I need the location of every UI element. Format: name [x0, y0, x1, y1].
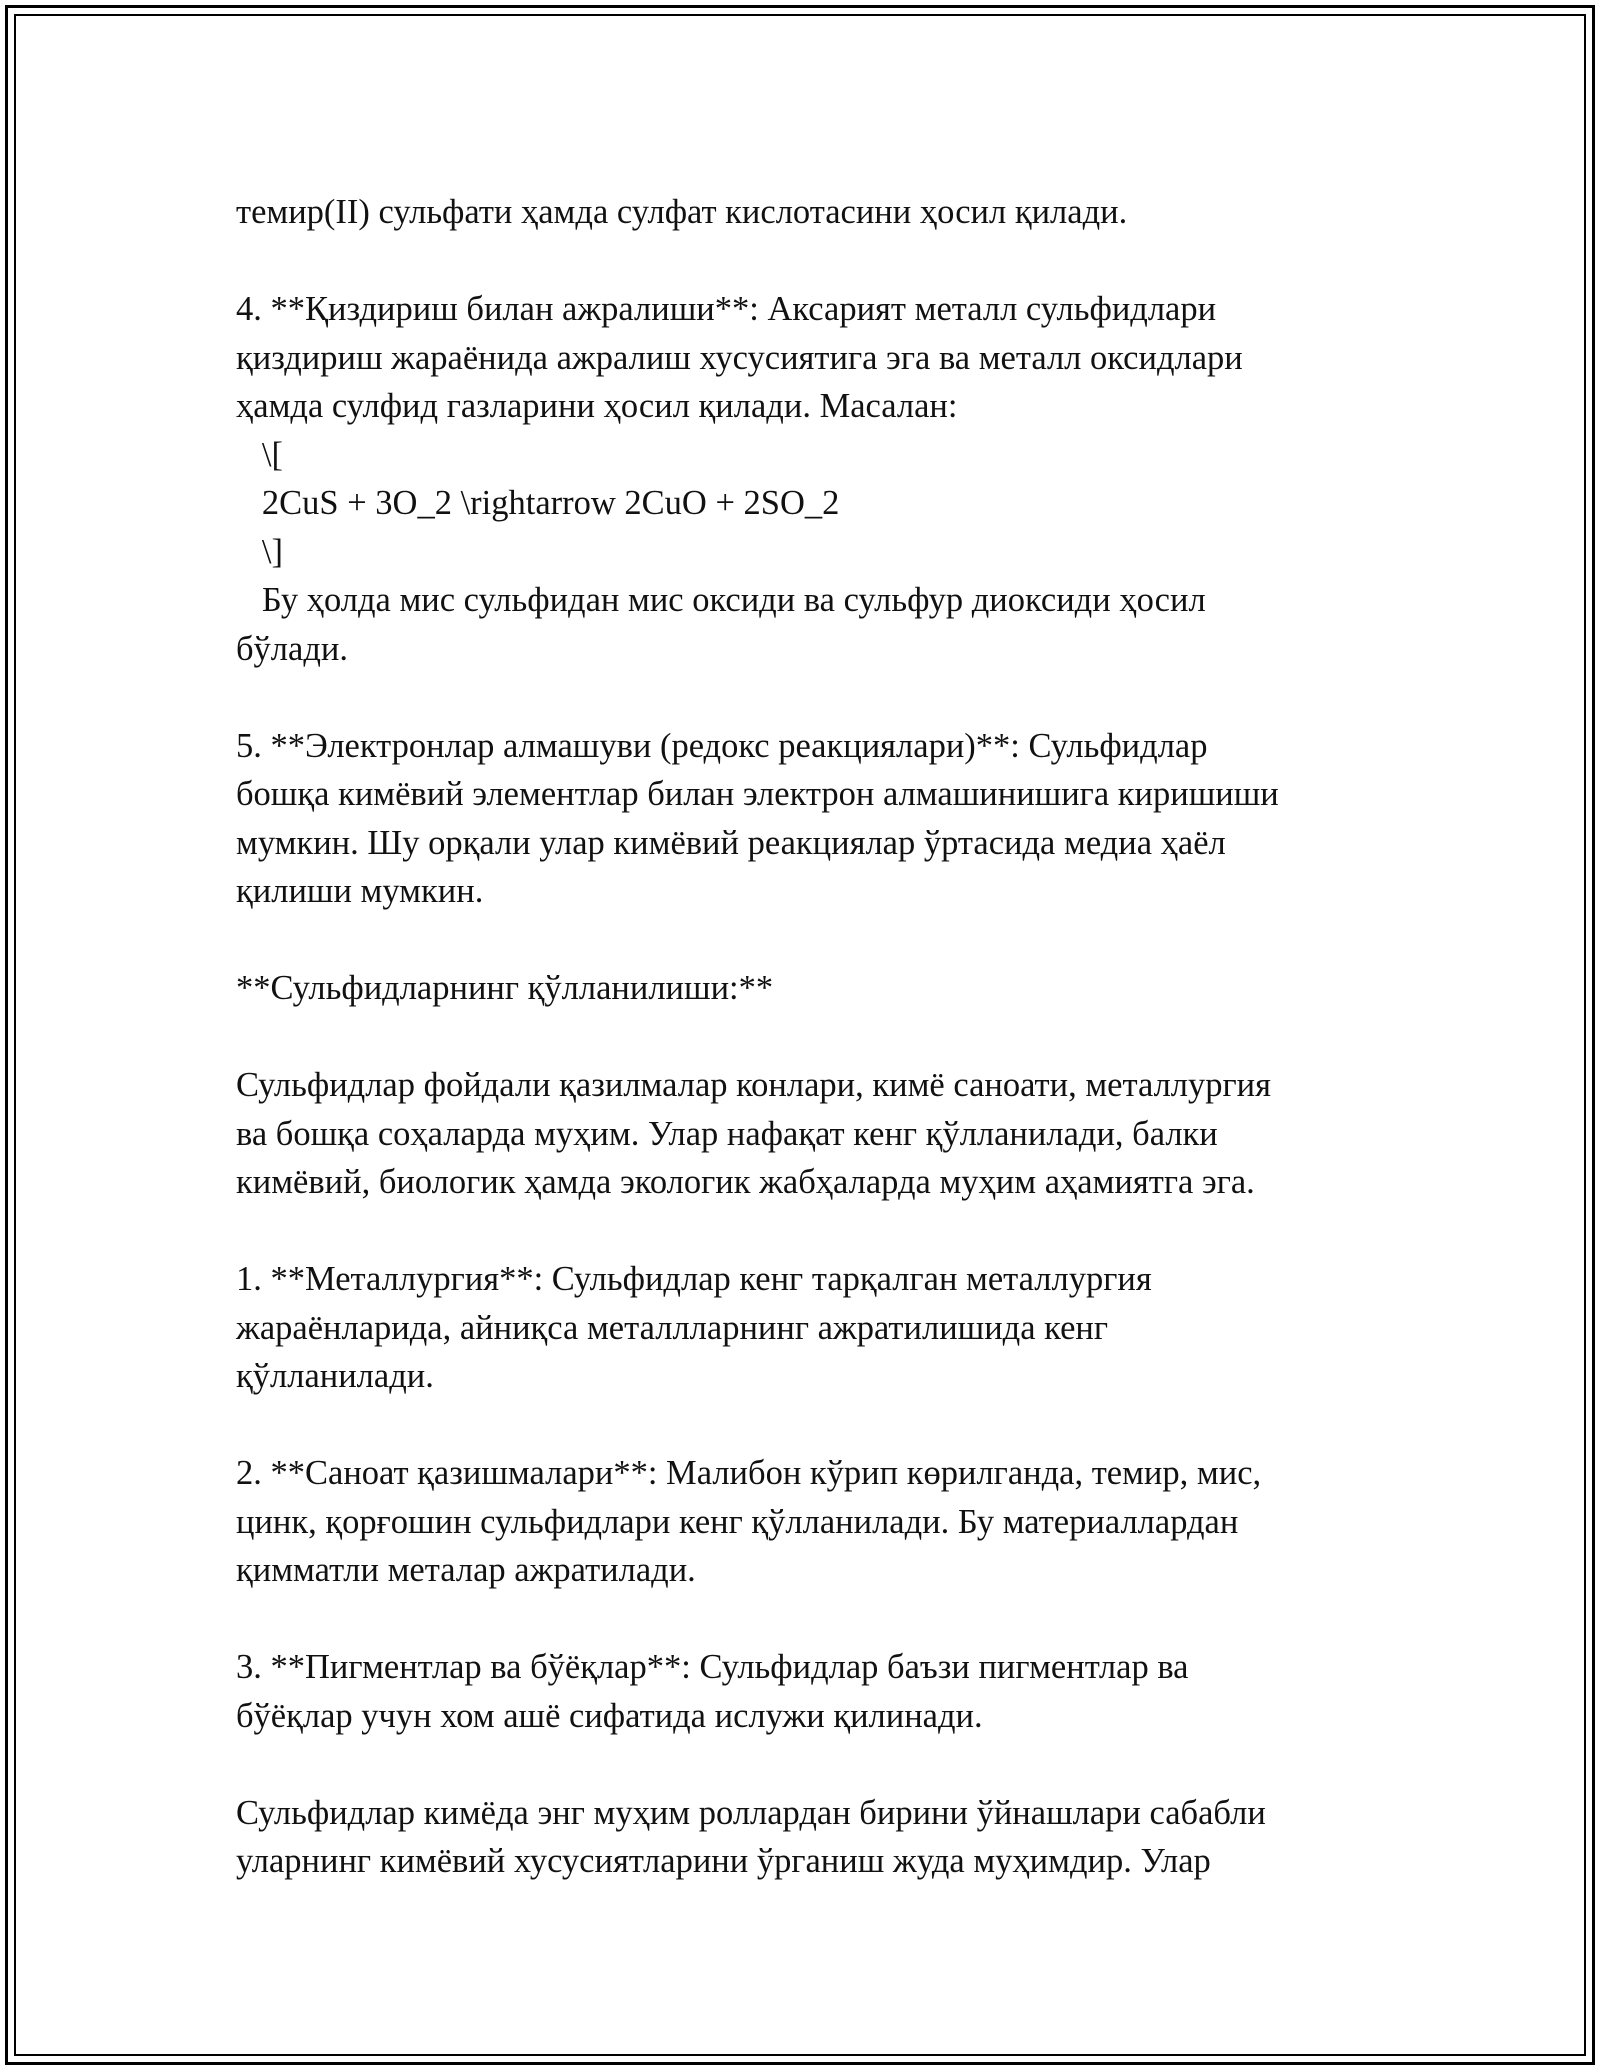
text-line: уларнинг кимёвий хусусиятларини ўрганиш жуда муҳимдир. Улар — [236, 1842, 1211, 1880]
text-line: цинк, қорғошин сульфидлари кенг қўлланилади. Бу материаллардан — [236, 1502, 1239, 1541]
text-line: бўёқлар учун хом ашё сифатида ислужи қилинади. — [236, 1696, 983, 1735]
text-line: Бу ҳолда мис сульфидан мис оксиди ва сульфур диоксиди ҳосил — [236, 581, 1206, 619]
text-line: Сульфидлар фойдали қазилмалар конлари, кимё саноати, металлургия — [236, 1066, 1271, 1104]
blank-line — [236, 916, 1376, 965]
blank-line — [236, 673, 1376, 722]
text-line: қимматли металар ажратилади. — [236, 1551, 696, 1589]
text-line: 5. **Электронлар алмашуви (редокс реакциялари)**: Сульфидлар — [236, 726, 1208, 765]
section-heading: **Сульфидларнинг қўлланилиши:** — [236, 969, 774, 1007]
text-line: қилиши мумкин. — [236, 872, 484, 910]
text-line: қиздириш жараёнида ажралиш хусусиятига эга ва металл оксидлари — [236, 338, 1243, 377]
blank-line — [236, 1401, 1376, 1450]
text-line: 3. **Пигментлар ва бўёқлар**: Сульфидлар баъзи пигментлар ва — [236, 1648, 1189, 1686]
text-line: мумкин. Шу орқали улар кимёвий реакциялар ўртасида медиа ҳаёл — [236, 823, 1226, 862]
blank-line — [236, 1207, 1376, 1256]
formula-close: \] — [236, 532, 283, 571]
blank-line — [236, 1595, 1376, 1644]
text-line: 4. **Қиздириш билан ажралиши**: Аксарият металл сульфидлари — [236, 290, 1217, 328]
document-body — [236, 188, 1376, 1886]
blank-line — [236, 1740, 1376, 1789]
text-line: жараёнларида, айниқса металлларнинг ажратилишида кенг — [236, 1308, 1109, 1347]
text-line: бўлади. — [236, 629, 348, 668]
blank-line — [236, 237, 1376, 286]
text-line: Сульфидлар кимёда энг муҳим роллардан бирини ўйнашлари сабабли — [236, 1793, 1266, 1832]
formula-open: \[ — [236, 435, 283, 474]
text-line: ва бошқа соҳаларда муҳим. Улар нафақат кенг қўлланилади, балки — [236, 1114, 1218, 1153]
blank-line — [236, 1013, 1376, 1062]
text-line: ҳамда сулфид газларини ҳосил қилади. Масалан: — [236, 387, 958, 425]
text-line: қўлланилади. — [236, 1357, 434, 1395]
text-line: темир(II) сульфати ҳамда сулфат кислотасини ҳосил қилади. — [236, 193, 1128, 231]
text-line: 2. **Саноат қазишмалари**: Малибон кўрип көрилганда, темир, мис, — [236, 1454, 1262, 1492]
text-line: бошқа кимёвий элементлар билан электрон алмашинишига киришиши — [236, 775, 1279, 813]
formula-line: 2CuS + 3O_2 \rightarrow 2CuO + 2SO_2 — [236, 484, 840, 522]
text-line: кимёвий, биологик ҳамда экологик жабҳаларда муҳим аҳамиятга эга. — [236, 1163, 1255, 1201]
text-line: 1. **Металлургия**: Сульфидлар кенг тарқалган металлургия — [236, 1260, 1152, 1298]
